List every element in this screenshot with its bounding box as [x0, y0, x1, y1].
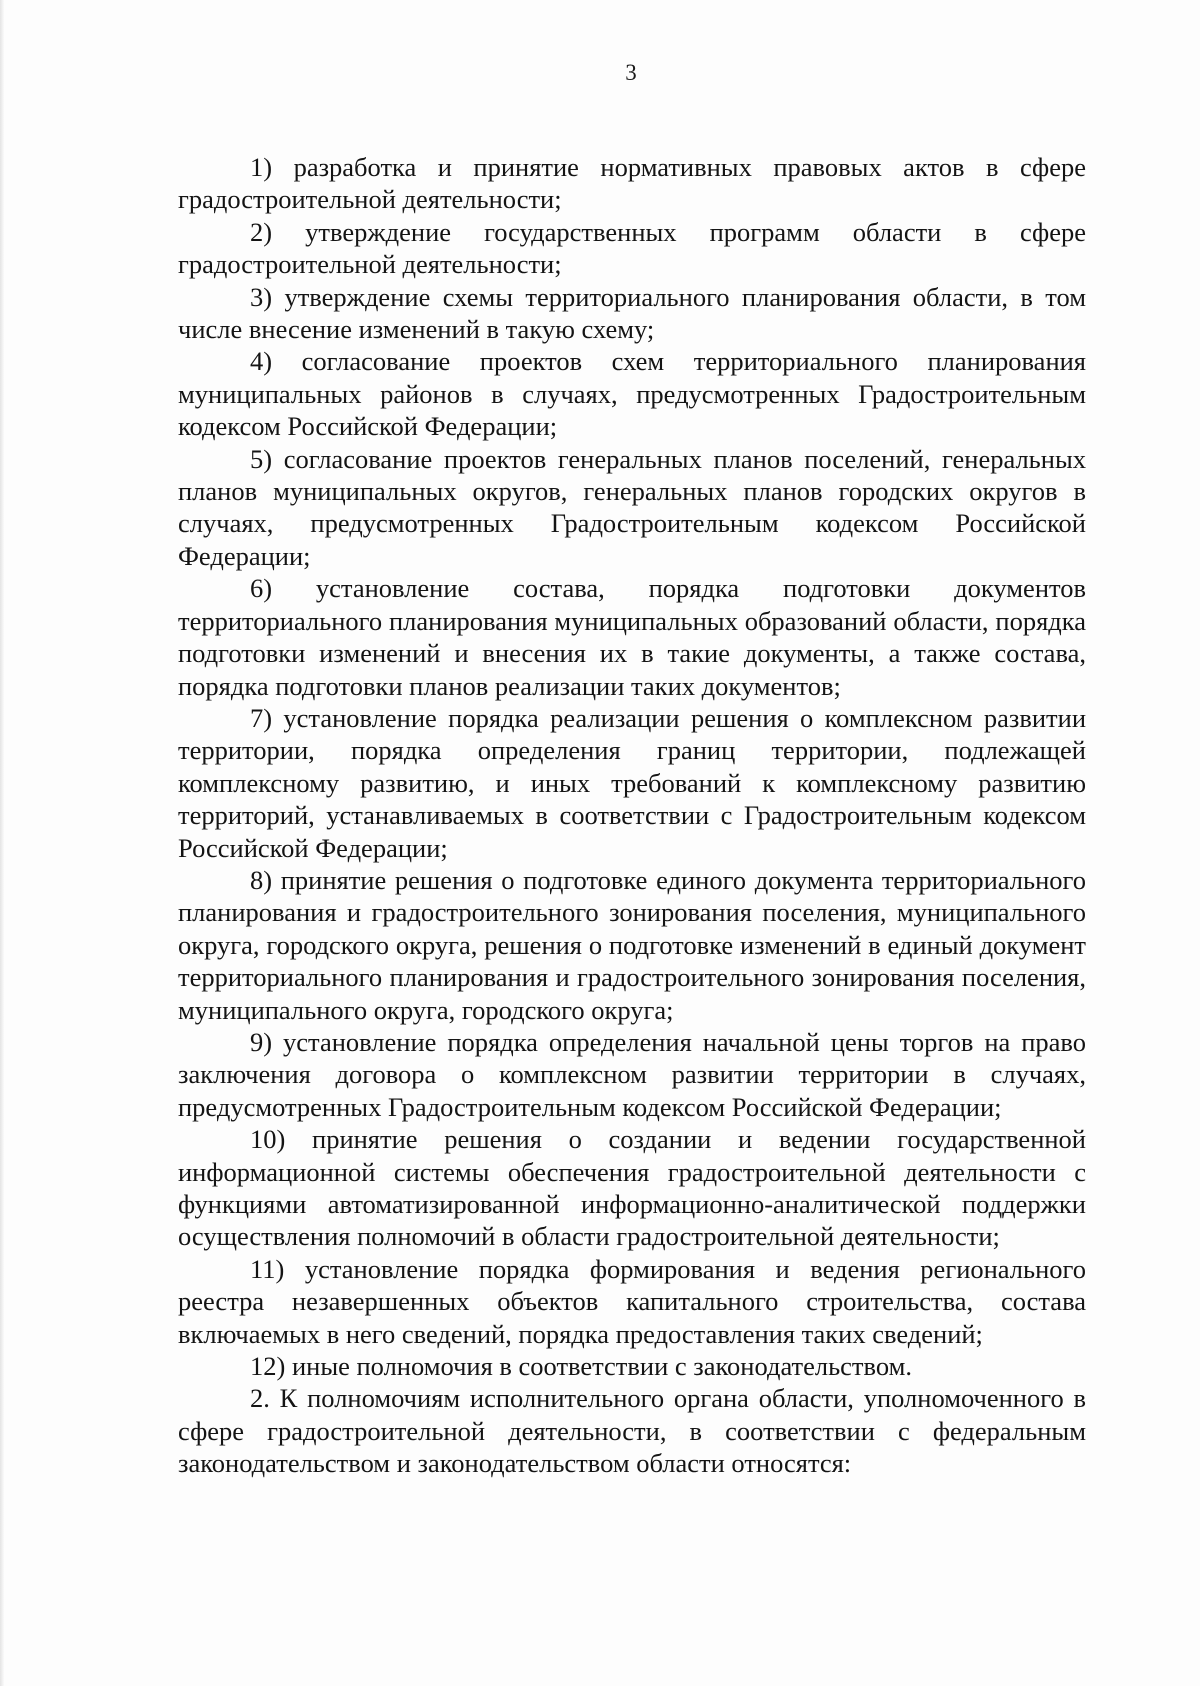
page-number: 3 — [625, 60, 637, 85]
paragraph-10: 10) принятие решения о создании и ведении государственной информационной системы обеспечения градостроительной деятельности с функциями автоматизированной информационно-аналитической поддержки осуществления полномочий в области градостроительной деятельности; — [178, 1124, 1086, 1252]
paragraph-11: 11) установление порядка формирования и ведения регионального реестра незавершенных объектов капитального строительства, состава включаемых в него сведений, порядка предоставления таких сведений; — [178, 1253, 1086, 1349]
paragraph-6: 6) установление состава, порядка подготовки документов территориального планирования муниципальных образований области, порядка подготовки изменений и внесения их в такие документы, а также состава, порядка подготовки планов реализации таких документов; — [178, 573, 1086, 701]
paragraph-4: 4) согласование проектов схем территориального планирования муниципальных районов в случаях, предусмотренных Градостроительным кодексом Российской Федерации; — [178, 346, 1086, 442]
paragraph-8: 8) принятие решения о подготовке единого документа территориального планирования и градостроительного зонирования поселения, муниципального округа, городского округа, решения о подготовке изменений в единый документ территориального планирования и градостроительного зонирования поселения, муниципального округа, городского округа; — [178, 864, 1086, 1025]
document-body — [178, 151, 1086, 1480]
paragraph-1: 1) разработка и принятие нормативных правовых актов в сфере градостроительной деятельности; — [178, 152, 1086, 215]
paragraph-section-2: 2. К полномочиям исполнительного органа области, уполномоченного в сфере градостроительной деятельности, в соответствии с федеральным законодательством и законодательством области относятся: — [178, 1383, 1086, 1479]
paragraph-3: 3) утверждение схемы территориального планирования области, в том числе внесение изменений в такую схему; — [178, 281, 1086, 345]
paragraph-9: 9) установление порядка определения начальной цены торгов на право заключения договора о комплексном развитии территории в случаях, предусмотренных Градостроительным кодексом Российской Федерации; — [178, 1026, 1086, 1122]
scan-edge — [0, 0, 4, 1686]
paragraph-5: 5) согласование проектов генеральных планов поселений, генеральных планов муниципальных округов, генеральных планов городских округов в случаях, предусмотренных Градостроительным кодексом Российской Федерации; — [178, 443, 1086, 571]
paragraph-7: 7) установление порядка реализации решения о комплексном развитии территории, порядка определения границ территории, подлежащей комплексному развитию, и иных требований к комплексному развитию территорий, устанавливаемых в соответствии с Градостроительным кодексом Российской Федерации; — [178, 702, 1086, 863]
paragraph-12: 12) иные полномочия в соответствии с законодательством. — [250, 1351, 912, 1382]
paragraph-2: 2) утверждение государственных программ области в сфере градостроительной деятельности; — [178, 216, 1086, 280]
